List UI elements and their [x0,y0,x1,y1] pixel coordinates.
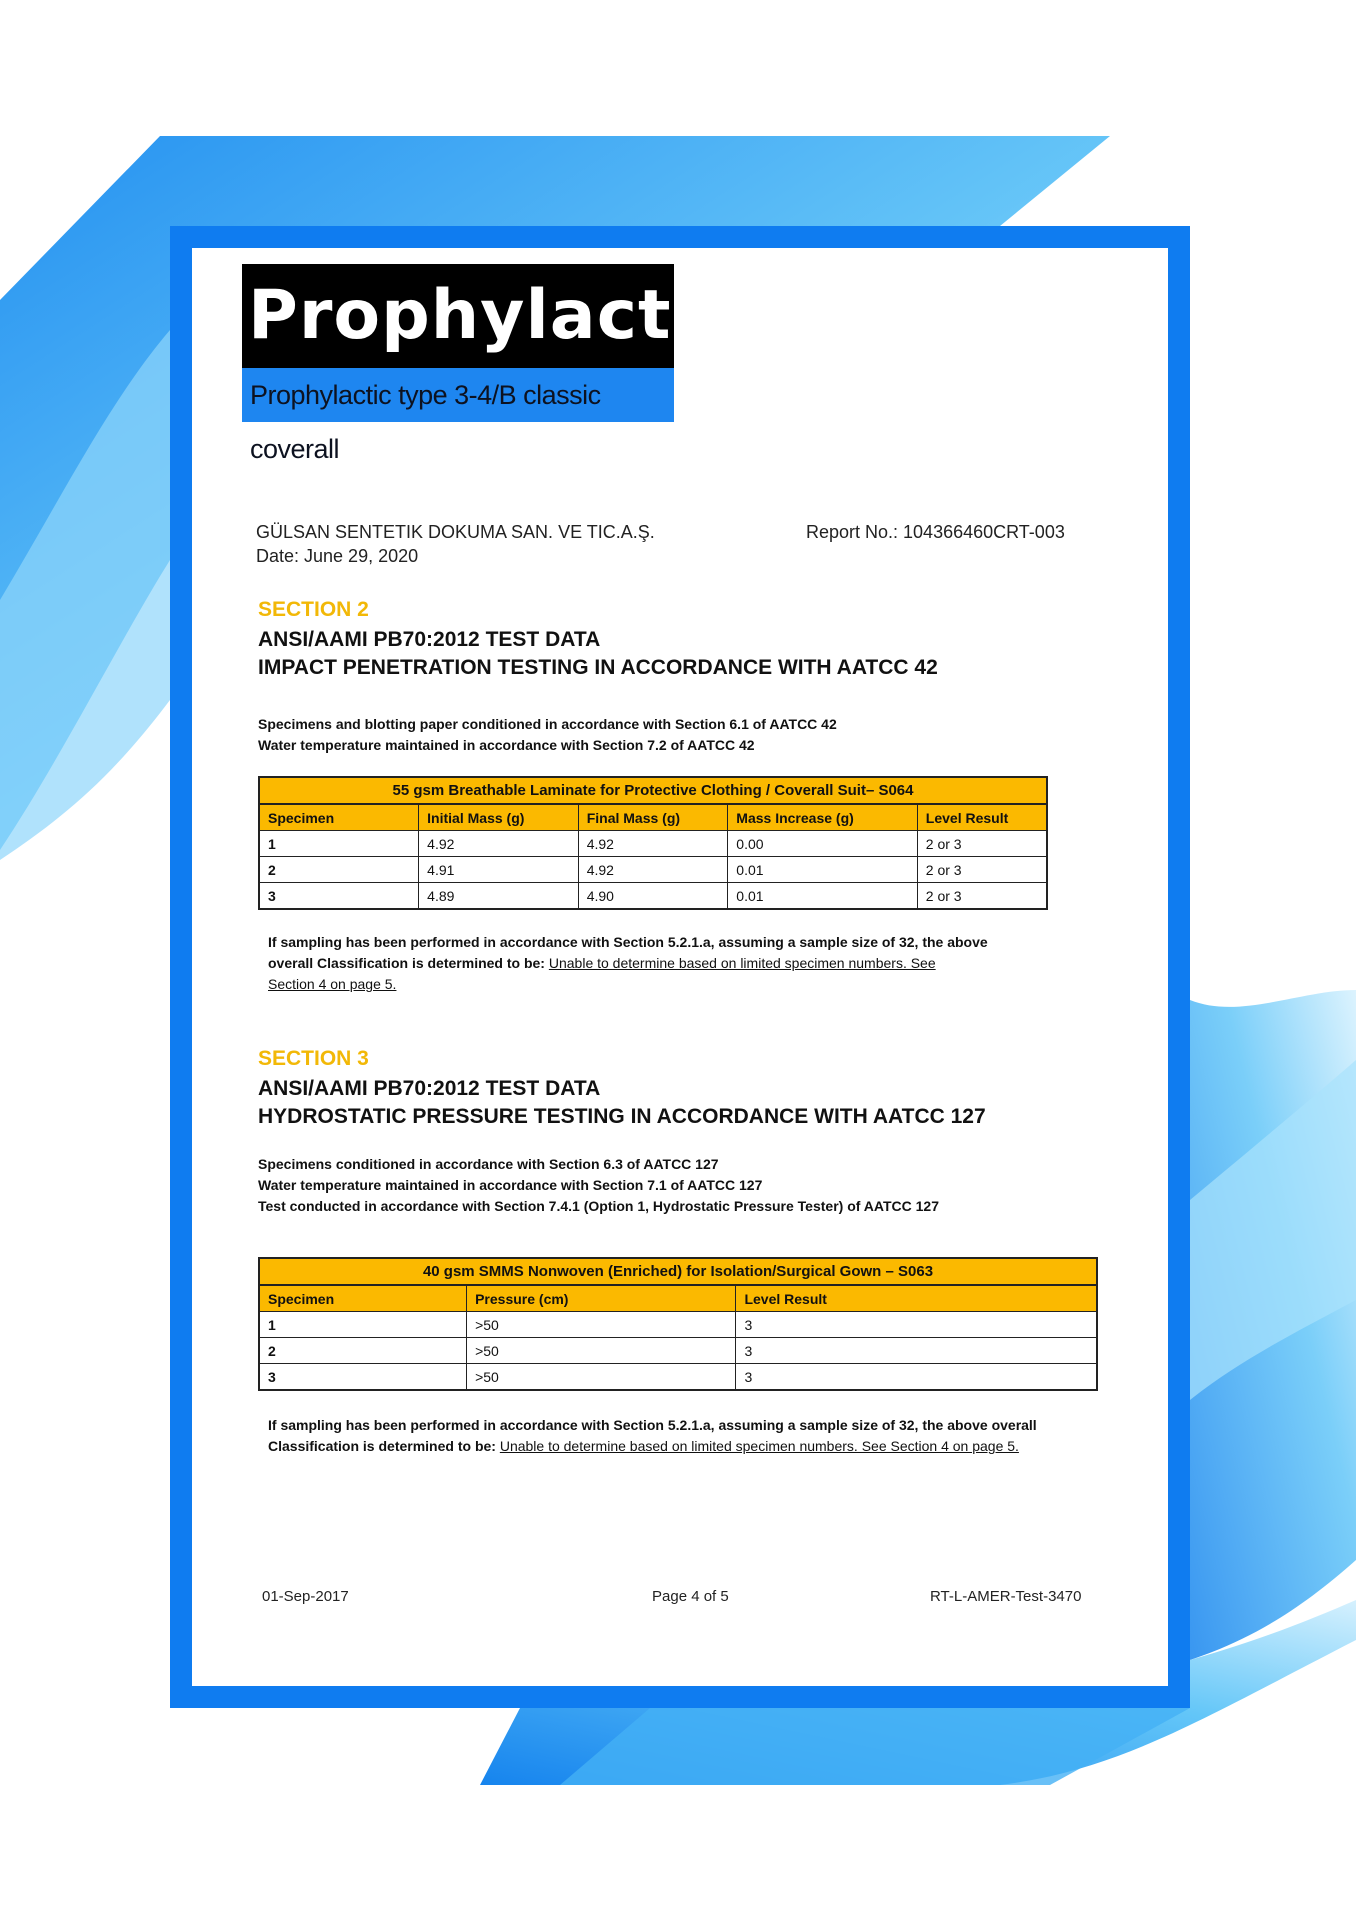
section-2-subtitle: IMPACT PENETRATION TESTING IN ACCORDANCE WITH AATCC 42 [258,656,938,679]
logo-tagline: Prophylactic type 3-4/B classic coverall [242,368,674,422]
section-3-title: ANSI/AAMI PB70:2012 TEST DATA [258,1077,601,1100]
classification-label: Classification is determined to be: [268,1438,500,1454]
column-header: Mass Increase (g) [728,804,918,831]
section-2-notes [258,714,837,756]
note-line: Specimens conditioned in accordance with Section 6.3 of AATCC 127 [258,1156,719,1172]
impact-penetration-table [258,776,1048,910]
column-header: Specimen [259,1285,467,1312]
section-2-label: SECTION 2 [258,598,369,621]
table-cell: >50 [467,1312,736,1338]
column-header: Initial Mass (g) [419,804,579,831]
classification-result: Unable to determine based on limited specimen numbers. See [548,955,936,971]
table-row [259,1312,1097,1338]
logo-wordmark: Prophylactic [242,264,674,368]
classification-line: If sampling has been performed in accordance with Section 5.2.1.a, assuming a sample size of 32, the above [268,934,988,950]
table-cell: 3 [736,1338,1097,1364]
table-row [259,1364,1097,1391]
table-cell: 2 or 3 [917,857,1047,883]
table-cell: 1 [259,1312,467,1338]
section-3-subtitle: HYDROSTATIC PRESSURE TESTING IN ACCORDANCE WITH AATCC 127 [258,1105,986,1128]
table-cell: 4.91 [419,857,579,883]
report-page-frame [170,226,1190,1708]
table-row [259,1338,1097,1364]
column-header: Specimen [259,804,419,831]
footer-page-number: Page 4 of 5 [652,1588,729,1605]
section-3-notes [258,1154,939,1217]
note-line: Water temperature maintained in accordance with Section 7.1 of AATCC 127 [258,1177,763,1193]
classification-line: If sampling has been performed in accordance with Section 5.2.1.a, assuming a sample size of 32, the above overall [268,1417,1037,1433]
table-row [259,883,1047,910]
table-cell: 2 or 3 [917,883,1047,910]
report-number: Report No.: 104366460CRT-003 [806,522,1065,542]
table-cell: 1 [259,831,419,857]
note-line: Water temperature maintained in accordance with Section 7.2 of AATCC 42 [258,737,755,753]
table-cell: 0.01 [728,857,918,883]
classification-result-cont: Section 4 on page 5. [268,976,397,992]
table-cell: 3 [736,1312,1097,1338]
note-line: Specimens and blotting paper conditioned in accordance with Section 6.1 of AATCC 42 [258,716,837,732]
company-name: GÜLSAN SENTETIK DOKUMA SAN. VE TIC.A.Ş. [256,522,655,542]
table-cell: 3 [259,1364,467,1391]
report-date: Date: June 29, 2020 [256,546,419,566]
table-caption: 40 gsm SMMS Nonwoven (Enriched) for Isolation/Surgical Gown – S063 [259,1258,1097,1285]
table-cell: 3 [736,1364,1097,1391]
table-cell: 0.01 [728,883,918,910]
table-cell: >50 [467,1338,736,1364]
section-3-label: SECTION 3 [258,1047,369,1070]
table-cell: 4.92 [578,857,728,883]
classification-result: Unable to determine based on limited specimen numbers. See Section 4 on page 5. [499,1438,1019,1454]
section-2-classification [268,932,988,995]
table-row [259,857,1047,883]
table-row [259,831,1047,857]
table-cell: 0.00 [728,831,918,857]
brand-logo [242,264,738,464]
table-cell: 3 [259,883,419,910]
table-cell: 4.92 [419,831,579,857]
hydrostatic-pressure-table [258,1257,1098,1391]
table-cell: 4.89 [419,883,579,910]
table-cell: 2 [259,1338,467,1364]
section-3-classification [268,1415,1037,1457]
column-header: Final Mass (g) [578,804,728,831]
report-page [192,248,1168,1686]
table-cell: 4.90 [578,883,728,910]
section-2-title: ANSI/AAMI PB70:2012 TEST DATA [258,628,601,651]
footer-date: 01-Sep-2017 [262,1588,349,1605]
note-line: Test conducted in accordance with Section 7.4.1 (Option 1, Hydrostatic Pressure Tester) of AATCC 127 [258,1198,939,1214]
table-cell: 4.92 [578,831,728,857]
table-cell: >50 [467,1364,736,1391]
table-cell: 2 [259,857,419,883]
classification-label: overall Classification is determined to be: [268,955,549,971]
table-caption: 55 gsm Breathable Laminate for Protective Clothing / Coverall Suit– S064 [259,777,1047,804]
column-header: Pressure (cm) [467,1285,736,1312]
table-cell: 2 or 3 [917,831,1047,857]
column-header: Level Result [736,1285,1097,1312]
column-header: Level Result [917,804,1047,831]
footer-document-code: RT-L-AMER-Test-3470 [930,1588,1082,1605]
